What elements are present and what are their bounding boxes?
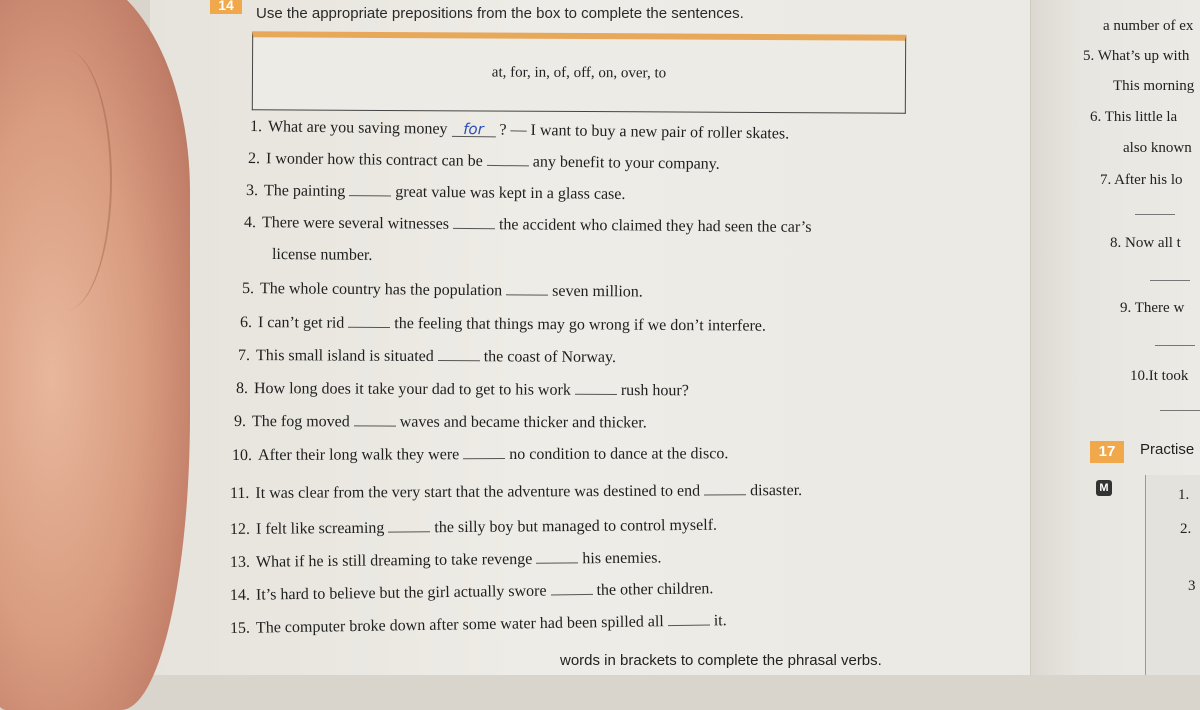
answer-blank[interactable] (487, 155, 529, 167)
sentence-text-after: seven million. (552, 282, 643, 301)
exercise-number: 14 (210, 0, 242, 14)
sentence-number: 8. (235, 380, 249, 398)
right-line: a number of ex (1103, 18, 1194, 34)
answer-line (1155, 345, 1195, 346)
sentence-text-before: The painting (263, 182, 346, 201)
sentence-11 (232, 445, 728, 465)
answer-blank[interactable] (536, 552, 578, 563)
answer-blank[interactable] (354, 415, 396, 426)
right-line: 5. What’s up with (1083, 48, 1190, 64)
sentence-text-after: waves and became thicker and thicker. (399, 413, 647, 432)
answer-blank[interactable] (550, 584, 592, 596)
sentence-6 (242, 280, 643, 301)
answer-grid (1145, 475, 1200, 675)
sentence-10 (234, 413, 647, 432)
exercise-17-number: 17 (1090, 441, 1124, 463)
sentence-number: 14. (229, 586, 251, 604)
right-line: 9. There w (1120, 300, 1185, 316)
sentence-text-after: the other children. (596, 580, 714, 599)
sentence-number: 6. (239, 314, 253, 332)
sentence-text-after: ? — I want to buy a new pair of roller skates. (499, 121, 790, 143)
answer-blank[interactable] (349, 185, 391, 196)
sentence-7 (240, 314, 766, 336)
sentence-number: 9. (233, 413, 247, 431)
sentence-text-after: any benefit to your company. (532, 153, 720, 173)
sentence-text-before: The fog moved (251, 413, 350, 431)
sentence-text-after: it. (713, 612, 727, 630)
sentence-text-after: the coast of Norway. (483, 348, 617, 366)
sentence-number: 13. (229, 553, 251, 571)
sentence-number: 1. (249, 118, 263, 136)
grid-row-label: 3 (1188, 578, 1196, 594)
sentence-text-before: It’s hard to believe but the girl actually swore (255, 582, 547, 604)
sentence-text-before: What if he is still dreaming to take revenge (255, 550, 533, 571)
sentence-text-before: How long does it take your dad to get to his work (253, 380, 571, 399)
answer-blank[interactable] (668, 614, 710, 626)
sentence-number: 3. (245, 182, 259, 200)
sentence-text-after: no condition to dance at the disco. (509, 445, 729, 464)
sentence-text-before: I wonder how this contract can be (265, 150, 483, 170)
sentence-number: 11. (229, 484, 250, 502)
hand (0, 0, 190, 710)
answer-blank[interactable] (463, 448, 505, 459)
exercise-instruction: Use the appropriate prepositions from the box to complete the sentences. (256, 5, 744, 22)
sentence-number: 10. (231, 446, 253, 464)
sentence-number: 5. (241, 280, 255, 298)
answer-line (1160, 410, 1200, 411)
right-line: 7. After his lo (1100, 172, 1183, 188)
sentence-8 (238, 347, 616, 367)
sentence-text-after: rush hour? (620, 382, 689, 400)
answer-blank[interactable] (438, 350, 480, 361)
sentence-number: 7. (237, 347, 251, 365)
word-box-text: at, for, in, of, off, on, over, to (491, 64, 667, 82)
sentence-text-before: It was clear from the very start that the adventure was destined to end (255, 482, 701, 502)
answer-blank[interactable] (453, 218, 495, 229)
sentence-text-before: The whole country has the population (259, 280, 503, 300)
sentence-9 (236, 380, 689, 400)
sentence-5 (272, 246, 373, 265)
sentence-text-before: license number. (271, 246, 373, 264)
grid-row-label: 1. (1178, 487, 1190, 503)
sentence-text-after: his enemies. (582, 549, 662, 568)
sentence-text-before: I can’t get rid (257, 314, 345, 332)
right-line: 6. This little la (1090, 109, 1178, 125)
sentence-number: 4. (243, 214, 257, 232)
sentence-text-before: What are you saving money (267, 118, 448, 138)
m-icon: M (1096, 480, 1112, 496)
sentence-text-before: I felt like screaming (255, 519, 385, 538)
sentence-text-before: After their long walk they were (257, 446, 460, 464)
answer-line (1135, 214, 1175, 215)
answer-blank[interactable] (348, 317, 390, 328)
sentence-text-after: the silly boy but managed to control myself. (434, 516, 718, 537)
sentence-text-after: the feeling that things may go wrong if we don’t interfere. (394, 315, 767, 335)
sentence-text-before: This small island is situated (255, 347, 434, 366)
sentence-text-after: the accident who claimed they had seen the car’s (498, 216, 812, 236)
sentence-text-after: disaster. (750, 482, 803, 500)
filled-answer-blank[interactable]: for (451, 122, 495, 138)
grid-row-label: 2. (1180, 521, 1192, 537)
right-line: 10.It took (1130, 368, 1189, 384)
sentence-number: 12. (229, 520, 251, 538)
answer-blank[interactable] (506, 284, 548, 295)
answer-line (1150, 280, 1190, 281)
word-box (252, 31, 906, 113)
answer-blank[interactable] (704, 484, 746, 495)
next-exercise-fragment: words in brackets to complete the phrasal verbs. (560, 652, 882, 669)
right-line: also known (1123, 140, 1192, 156)
answer-blank[interactable] (388, 521, 430, 532)
answer-blank[interactable] (575, 384, 617, 395)
sentence-12 (230, 482, 802, 503)
right-line: 8. Now all t (1110, 235, 1181, 251)
right-line: This morning (1113, 78, 1195, 94)
sentence-text-before: There were several witnesses (261, 214, 450, 233)
sentence-number: 15. (229, 619, 251, 637)
exercise-17-title: Practise (1140, 441, 1195, 458)
sentence-text-before: The computer broke down after some water had been spilled all (255, 613, 664, 637)
sentence-text-after: great value was kept in a glass case. (395, 183, 626, 203)
sentence-number: 2. (247, 150, 261, 168)
